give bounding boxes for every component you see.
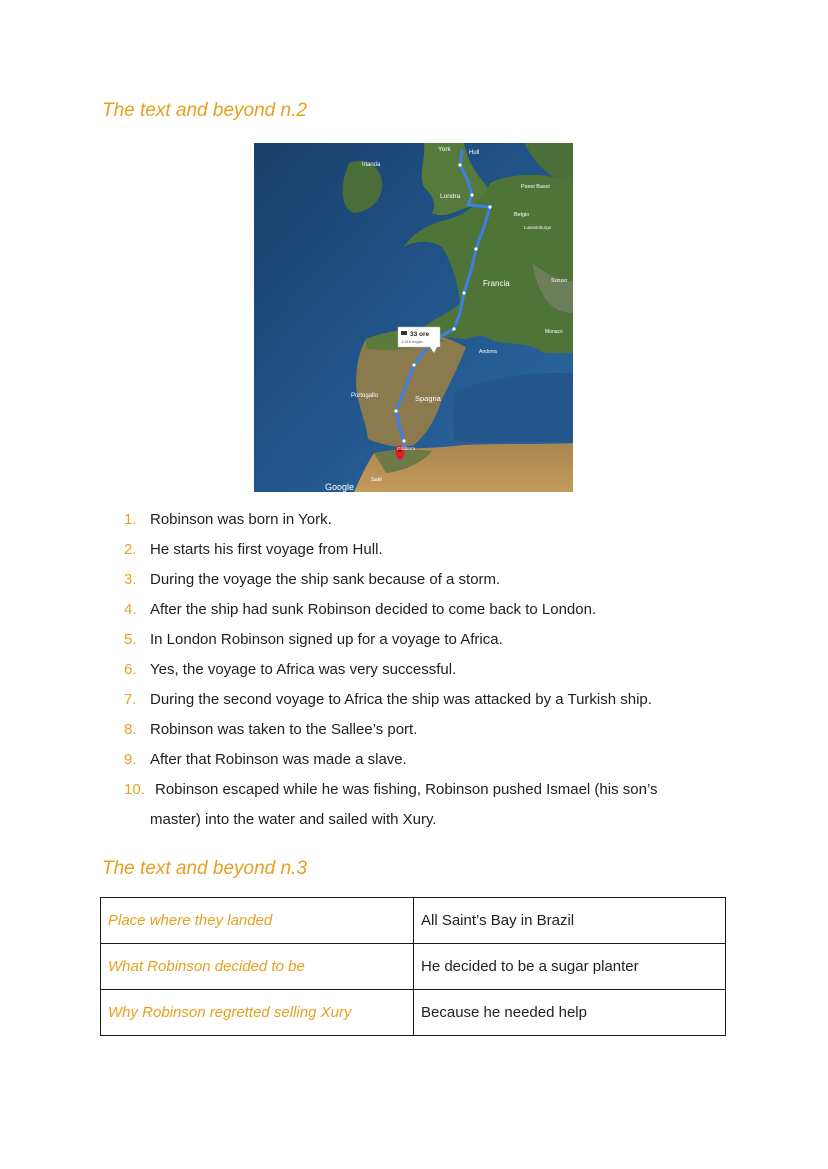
route-map xyxy=(254,143,573,492)
list-item: 2. He starts his first voyage from Hull. xyxy=(124,541,383,558)
section-title-2: The text and beyond n.2 xyxy=(102,100,307,121)
map-label-irlanda: Irlanda xyxy=(362,162,381,168)
map-label-belgio: Belgio xyxy=(514,212,530,218)
map-label-portogallo: Portogallo xyxy=(351,393,379,399)
table-key: Place where they landed xyxy=(101,898,414,944)
list-item: 3. During the voyage the ship sank because of a storm. xyxy=(124,571,501,588)
car-icon xyxy=(401,331,407,335)
list-item: 8. Robinson was taken to the Sallee’s port. xyxy=(124,721,418,738)
route-distance: 1.916 miglia xyxy=(401,339,423,344)
table-row xyxy=(101,944,726,990)
table-key: Why Robinson regretted selling Xury xyxy=(101,990,414,1036)
table-key: What Robinson decided to be xyxy=(101,944,414,990)
route-duration: 33 ore xyxy=(410,331,430,338)
map-label-lussemburgo: Lussemburgo xyxy=(524,225,552,230)
list-item: 6. Yes, the voyage to Africa was very successful. xyxy=(124,661,457,678)
map-label-spagna: Spagna xyxy=(415,394,441,403)
map-label-londra: Londra xyxy=(440,193,461,200)
map-label-francia: Francia xyxy=(483,279,510,288)
list-item: 10. Robinson escaped while he was fishing, Robinson pushed Ismael (his son’s xyxy=(124,781,658,798)
map-google-logo: Google xyxy=(325,482,355,492)
map-label-andorra: Andorra xyxy=(479,349,497,355)
map-label-paesi-bassi: Paesi Bassi xyxy=(521,184,550,190)
table-value: Because he needed help xyxy=(414,990,726,1036)
map-label-hull: Hull xyxy=(469,150,480,156)
list-item: 1. Robinson was born in York. xyxy=(124,511,332,528)
table-row xyxy=(101,990,726,1036)
list-item: 4. After the ship had sunk Robinson decided to come back to London. xyxy=(124,601,597,618)
table-row xyxy=(101,898,726,944)
map-label-york: York xyxy=(438,146,451,153)
map-label-gibilterra: Gibilterra xyxy=(397,446,416,451)
table-value: All Saint’s Bay in Brazil xyxy=(414,898,726,944)
table-value: He decided to be a sugar planter xyxy=(414,944,726,990)
answers-table xyxy=(100,897,726,1036)
map-label-monaco: Monaco xyxy=(545,329,563,335)
list-item: 9. After that Robinson was made a slave. xyxy=(124,751,407,768)
map-label-sale: Salé xyxy=(371,477,383,483)
list-item: 7. During the second voyage to Africa the ship was attacked by a Turkish ship. xyxy=(124,691,652,708)
list-item: 5. In London Robinson signed up for a voyage to Africa. xyxy=(124,631,503,648)
map-label-svizzera: Svizzer xyxy=(551,278,568,284)
answers-list xyxy=(124,505,764,835)
list-item-continuation: master) into the water and sailed with Xury. xyxy=(150,811,437,828)
section-title-3: The text and beyond n.3 xyxy=(102,858,307,879)
